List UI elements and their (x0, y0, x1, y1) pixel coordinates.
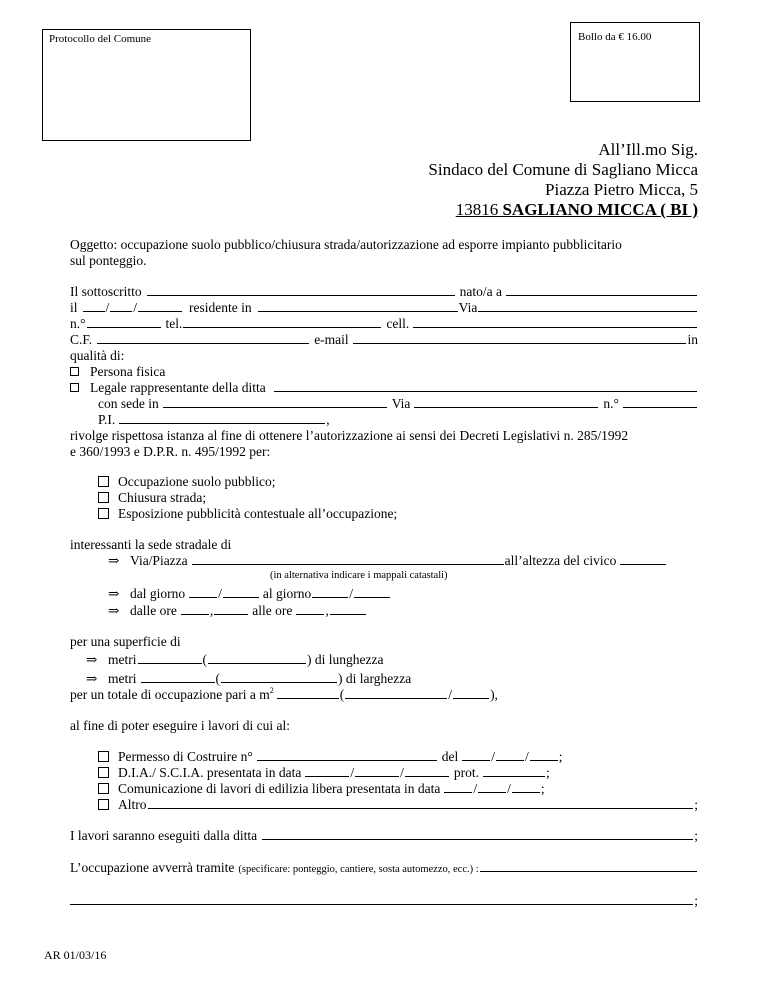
legale-label: Legale rappresentante della ditta (90, 380, 266, 395)
permit-number-field[interactable] (257, 760, 437, 761)
totale-label: per un totale di occupazione pari a m (70, 687, 270, 702)
arrow-right-icon: ⇒ (86, 652, 98, 667)
altezza-label: all’altezza del civico (504, 553, 617, 568)
subject-line2: sul ponteggio. (70, 253, 147, 268)
end-month-field[interactable] (354, 597, 390, 598)
dalle-label: dalle ore (130, 603, 177, 618)
dia-protocol-field[interactable] (483, 776, 545, 777)
company-address-line (98, 396, 698, 412)
company-street-field[interactable] (414, 407, 598, 408)
end-minute-field[interactable] (330, 614, 366, 615)
lunghezza-label: ) di lunghezza (307, 652, 384, 667)
arrow-right-icon: ⇒ (108, 603, 120, 618)
permesso-line: Permesso di Costruire n° del / / ; (98, 749, 563, 765)
request-text-line1: rivolge rispettosa istanza al fine di ottenere l’autorizzazione ai sensi dei Decreti Legislativi n. 285/1992 (70, 428, 629, 443)
pi-label: P.I. (98, 412, 116, 427)
via-piazza-label: Via/Piazza (130, 553, 188, 568)
total-area-field[interactable] (277, 698, 339, 699)
location-intro: interessanti la sede stradale di (70, 537, 232, 552)
width-words-field[interactable] (221, 682, 337, 683)
tramite-label: L’occupazione avverrà tramite (70, 860, 235, 875)
metri-width-label: metri (108, 671, 137, 686)
altro-line: Altro ; (98, 797, 698, 813)
vat-line: P.I. , (98, 412, 330, 427)
ditta-line: I lavori saranno eseguiti dalla ditta ; (70, 828, 698, 843)
via-label: Via (458, 300, 478, 315)
addressee-line1: All’Ill.mo Sig. (598, 140, 698, 159)
number-label: n.° (70, 316, 86, 331)
persona-checkbox[interactable] (70, 367, 79, 376)
occupazione-label: Occupazione suolo pubblico; (118, 474, 276, 489)
length-meters-field[interactable] (138, 663, 202, 664)
cf-field[interactable] (97, 343, 309, 344)
means-continuation-field[interactable] (70, 904, 693, 905)
addressee-city-line (456, 200, 698, 220)
chiusura-label: Chiusura strada; (118, 490, 207, 505)
cell-field[interactable] (413, 327, 697, 328)
dia-label: D.I.A./ S.C.I.A. presentata in data (118, 765, 302, 780)
company-field[interactable] (274, 391, 697, 392)
applicant-name-line (70, 284, 698, 300)
comunicazione-line: Comunicazione di lavori di edilizia libera presentata in data / / ; (98, 781, 545, 797)
vat-field[interactable] (119, 423, 325, 424)
ditta-label: I lavori saranno eseguiti dalla ditta (70, 828, 258, 843)
company-number-field[interactable] (623, 407, 697, 408)
company-city-field[interactable] (163, 407, 387, 408)
start-hour-field[interactable] (181, 614, 209, 615)
name-field[interactable] (147, 295, 455, 296)
sottoscritto-label: Il sottoscritto (70, 284, 142, 299)
tel-label: tel. (165, 316, 183, 331)
end-day-field[interactable] (312, 597, 348, 598)
pubblicita-label: Esposizione pubblicità contestuale all’occupazione; (118, 506, 398, 521)
persona-label: Persona fisica (90, 364, 166, 379)
arrow-right-icon: ⇒ (108, 586, 120, 601)
larghezza-label: ) di larghezza (338, 671, 412, 686)
cell-label: cell. (386, 316, 410, 331)
date-line: ⇒ dal giorno / al giorno / (108, 586, 391, 602)
contractor-field[interactable] (262, 839, 693, 840)
length-words-field[interactable] (208, 663, 306, 664)
occupazione-checkbox[interactable] (98, 476, 109, 487)
protocol-box (42, 29, 251, 141)
il-label: il (70, 300, 78, 315)
birthplace-field[interactable] (506, 295, 697, 296)
tramite-line (70, 860, 698, 876)
location-street-field[interactable] (192, 564, 504, 565)
dia-day-field[interactable] (305, 776, 349, 777)
addressee-line2: Sindaco del Comune di Sagliano Micca (428, 160, 698, 179)
request-chiusura (98, 490, 206, 506)
surface-intro: per una superficie di (70, 634, 181, 649)
start-month-field[interactable] (223, 597, 259, 598)
request-pubblicita (98, 506, 397, 522)
length-line: ⇒ metri ( ) di lunghezza (86, 652, 384, 667)
subject-line1: Oggetto: occupazione suolo pubblico/chiusura strada/autorizzazione ad esporre impianto pubblicitario (70, 237, 622, 252)
qualita-label: qualità di: (70, 348, 125, 363)
total-decimal-field[interactable] (453, 698, 489, 699)
width-line: ⇒ metri ( ) di larghezza (86, 671, 412, 686)
alle-label: alle ore (252, 603, 293, 618)
start-day-field[interactable] (189, 597, 217, 598)
birth-month-field[interactable] (110, 311, 132, 312)
dia-line: D.I.A./ S.C.I.A. presentata in data / / prot. ; (98, 765, 550, 781)
means-field[interactable] (480, 871, 697, 872)
comm-month-field[interactable] (478, 792, 506, 793)
email-field[interactable] (353, 343, 687, 344)
works-intro: al fine di poter eseguire i lavori di cui al: (70, 718, 291, 733)
comm-day-field[interactable] (444, 792, 472, 793)
cf-label: C.F. (70, 332, 93, 347)
sede-via-label: Via (391, 396, 411, 411)
permesso-label: Permesso di Costruire n° (118, 749, 253, 764)
location-note: (in alternativa indicare i mappali catastali) (270, 570, 448, 581)
comm-year-field[interactable] (512, 792, 540, 793)
tramite-note: (specificare: ponteggio, cantiere, sosta automezzo, ecc.) : (238, 864, 479, 875)
legale-checkbox[interactable] (70, 383, 79, 392)
permit-month-field[interactable] (496, 760, 524, 761)
square-superscript: 2 (269, 686, 274, 695)
applicant-cf-line (70, 332, 698, 348)
time-line: ⇒ dalle ore , alle ore , (108, 603, 367, 619)
del-label: del (441, 749, 459, 764)
arrow-right-icon: ⇒ (108, 553, 120, 568)
residence-field[interactable] (258, 311, 458, 312)
altro-field[interactable] (148, 808, 694, 809)
permit-year-field[interactable] (530, 760, 558, 761)
permit-day-field[interactable] (462, 760, 490, 761)
altro-checkbox[interactable] (98, 799, 109, 810)
metri-length-label: metri (108, 652, 137, 667)
email-label: e-mail (314, 332, 349, 347)
request-text-line2: e 360/1993 e D.P.R. n. 495/1992 per: (70, 444, 271, 459)
nato-label: nato/a a (459, 284, 502, 299)
house-number-field[interactable] (87, 327, 161, 328)
birth-day-field[interactable] (83, 311, 105, 312)
means-continuation-line: ; (70, 893, 698, 909)
width-meters-field[interactable] (141, 682, 215, 683)
birth-year-field[interactable] (138, 311, 182, 312)
comunicazione-checkbox[interactable] (98, 783, 109, 794)
addressee-city: SAGLIANO MICCA ( BI ) (502, 200, 698, 219)
prot-label: prot. (453, 765, 479, 780)
pubblicita-checkbox[interactable] (98, 508, 109, 519)
applicant-phone-line (70, 316, 698, 332)
end-hour-field[interactable] (296, 614, 324, 615)
applicant-birth-line: il / / residente in Via (70, 300, 698, 316)
request-occupazione (98, 474, 275, 490)
arrow-right-icon: ⇒ (86, 671, 98, 686)
dal-label: dal giorno (130, 586, 186, 601)
stamp-label: Bollo da € 16.00 (578, 31, 652, 43)
street-field[interactable] (478, 311, 697, 312)
start-minute-field[interactable] (214, 614, 248, 615)
option-persona (70, 364, 165, 380)
civic-number-field[interactable] (620, 564, 666, 565)
sede-label: con sede in (98, 396, 159, 411)
footer-code: AR 01/03/16 (44, 948, 107, 962)
residente-label: residente in (189, 300, 252, 315)
phone-field[interactable] (183, 327, 381, 328)
dia-year-field[interactable] (405, 776, 449, 777)
total-line: per un totale di occupazione pari a m $^2$ ( / ), (70, 686, 498, 702)
dia-checkbox[interactable] (98, 767, 109, 778)
option-legale (70, 380, 698, 396)
in-label: in (687, 332, 698, 347)
al-label: al giorno (262, 586, 312, 601)
dia-month-field[interactable] (355, 776, 399, 777)
addressee-line3: Piazza Pietro Micca, 5 (545, 180, 698, 199)
addressee-postcode: 13816 (455, 200, 499, 219)
location-street-line (108, 553, 667, 569)
comunicazione-label: Comunicazione di lavori di edilizia libera presentata in data (118, 781, 441, 796)
permesso-checkbox[interactable] (98, 751, 109, 762)
altro-label: Altro (118, 797, 147, 812)
total-words-field[interactable] (345, 698, 447, 699)
chiusura-checkbox[interactable] (98, 492, 109, 503)
protocol-label: Protocollo del Comune (49, 33, 152, 45)
sede-n-label: n.° (603, 396, 619, 411)
